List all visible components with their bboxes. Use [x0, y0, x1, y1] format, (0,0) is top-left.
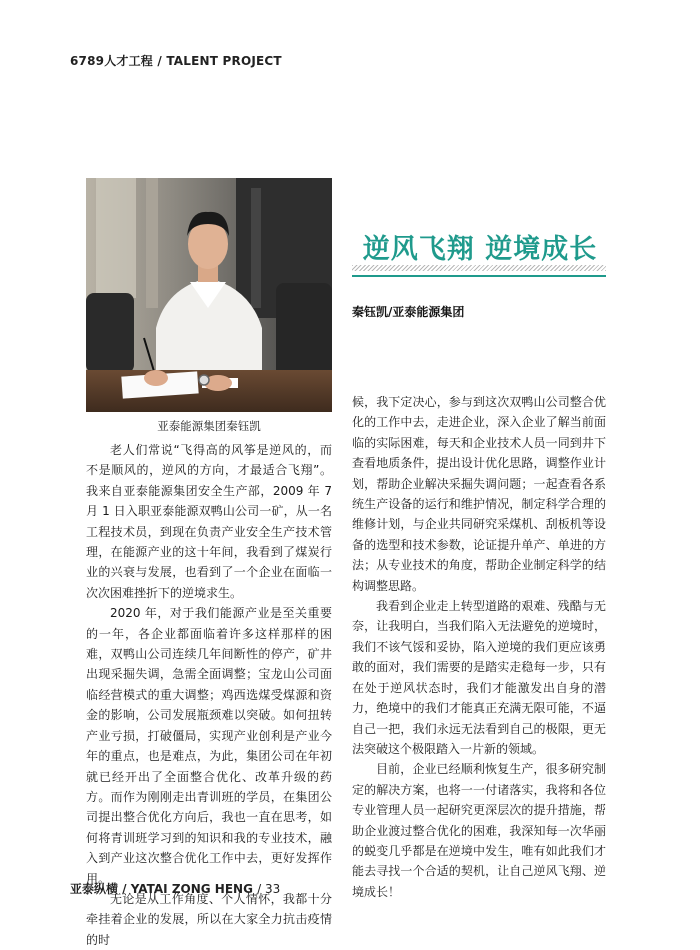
photo-caption: 亚泰能源集团秦钰凯	[157, 419, 261, 433]
body-paragraph: 2020 年，对于我们能源产业是至关重要的一年，各企业都面临着许多这样那样的困难，双鸭山公司连续几年间断性的停产，矿井出现采掘失调，急需全面调整；宝龙山公司面临经营模式的重大调整；鸡西选煤受煤源和资金的影响，公司发展瓶颈难以突破。如何扭转产业亏损，打破僵局，实现产业创利是产业今年的重点，也是难点，为此，集团公司在年初就已经开出了全面整合优化、改革升级的药方。而作为刚刚走出青训班的学员，在集团公司提出整合优化方向后，我也一直在思考，如何将青训班学习到的知识和我的专业技术，融入到产业这次整合优化工作中去，更好发挥作用。	[86, 606, 332, 886]
page-number: / 33	[257, 882, 281, 896]
title-hatch-rule	[352, 265, 606, 271]
portrait-photo	[86, 178, 332, 412]
body-paragraph: 目前，企业已经顺利恢复生产，很多研究制定的解决方案，也将一一付诸落实，我将和各位专业管理人员一起研究更深层次的提升措施，帮助企业渡过整合优化的困难，我深知每一次华丽的蜕变几乎都是在逆境中发生，唯有如此我们才能去寻找一个合适的契机，让自己逆风飞翔、逆境成长！	[352, 762, 606, 899]
body-paragraph: 无论是从工作角度、个人情怀，我都十分牵挂着企业的发展，所以在大家全力抗击疫情的时	[86, 891, 332, 947]
running-header: 6789人才工程 / TALENT PROJECT	[70, 54, 282, 68]
article-body-left-column	[86, 440, 332, 950]
footer-brand: 亚泰纵横 / YATAI ZONG HENG	[70, 882, 253, 896]
portrait-illustration	[86, 178, 332, 412]
article-author: 秦钰凯/亚泰能源集团	[352, 305, 465, 319]
body-paragraph: 我看到企业走上转型道路的艰难、残酷与无奈，让我明白，当我们陷入无法避免的逆境时，我们不该气馁和妥协，陷入逆境的我们更应该勇敢的面对，我们需要的是踏实走稳每一步，只有在处于逆风状态时，我们才能激发出自身的潜力，绝境中的我们才能真正充满无限可能，不逼自己一把，我们永远无法看到自己的极限，更无法突破这个极限踏入一片新的领域。	[352, 599, 606, 756]
body-paragraph: 候，我下定决心，参与到这次双鸭山公司整合优化的工作中去，走进企业，深入企业了解当前面临的实际困难，每天和企业技术人员一同到井下查看地质条件，提出设计优化思路，调整作业计划，帮助企业解决采掘失调问题；一起查看各系统生产设备的运行和维护情况，制定科学合理的维修计划，与企业共同研究采煤机、刮板机等设备的选型和技术参数，论证提升单产、单进的方法；从专业技术的角度，帮助企业制定科学的结构调整思路。	[352, 395, 606, 593]
page-footer	[70, 880, 280, 897]
body-paragraph: 老人们常说“飞得高的风筝是逆风的，而不是顺风的，逆风的方向，才最适合飞翔”。我来自亚泰能源集团安全生产部，2009 年 7 月 1 日入职亚泰能源双鸭山公司一矿，从一名工程技术员，到现在负责产业安全生产技术管理，在能源产业的这十年间，我看到了煤炭行业的兴衰与发展，也看到了一个企业在面临一次次困难挫折下的逆境求生。	[86, 443, 332, 600]
article-body-right-column	[352, 392, 606, 902]
title-underline	[352, 275, 606, 277]
article-title: 逆风飞翔 逆境成长	[362, 234, 598, 265]
